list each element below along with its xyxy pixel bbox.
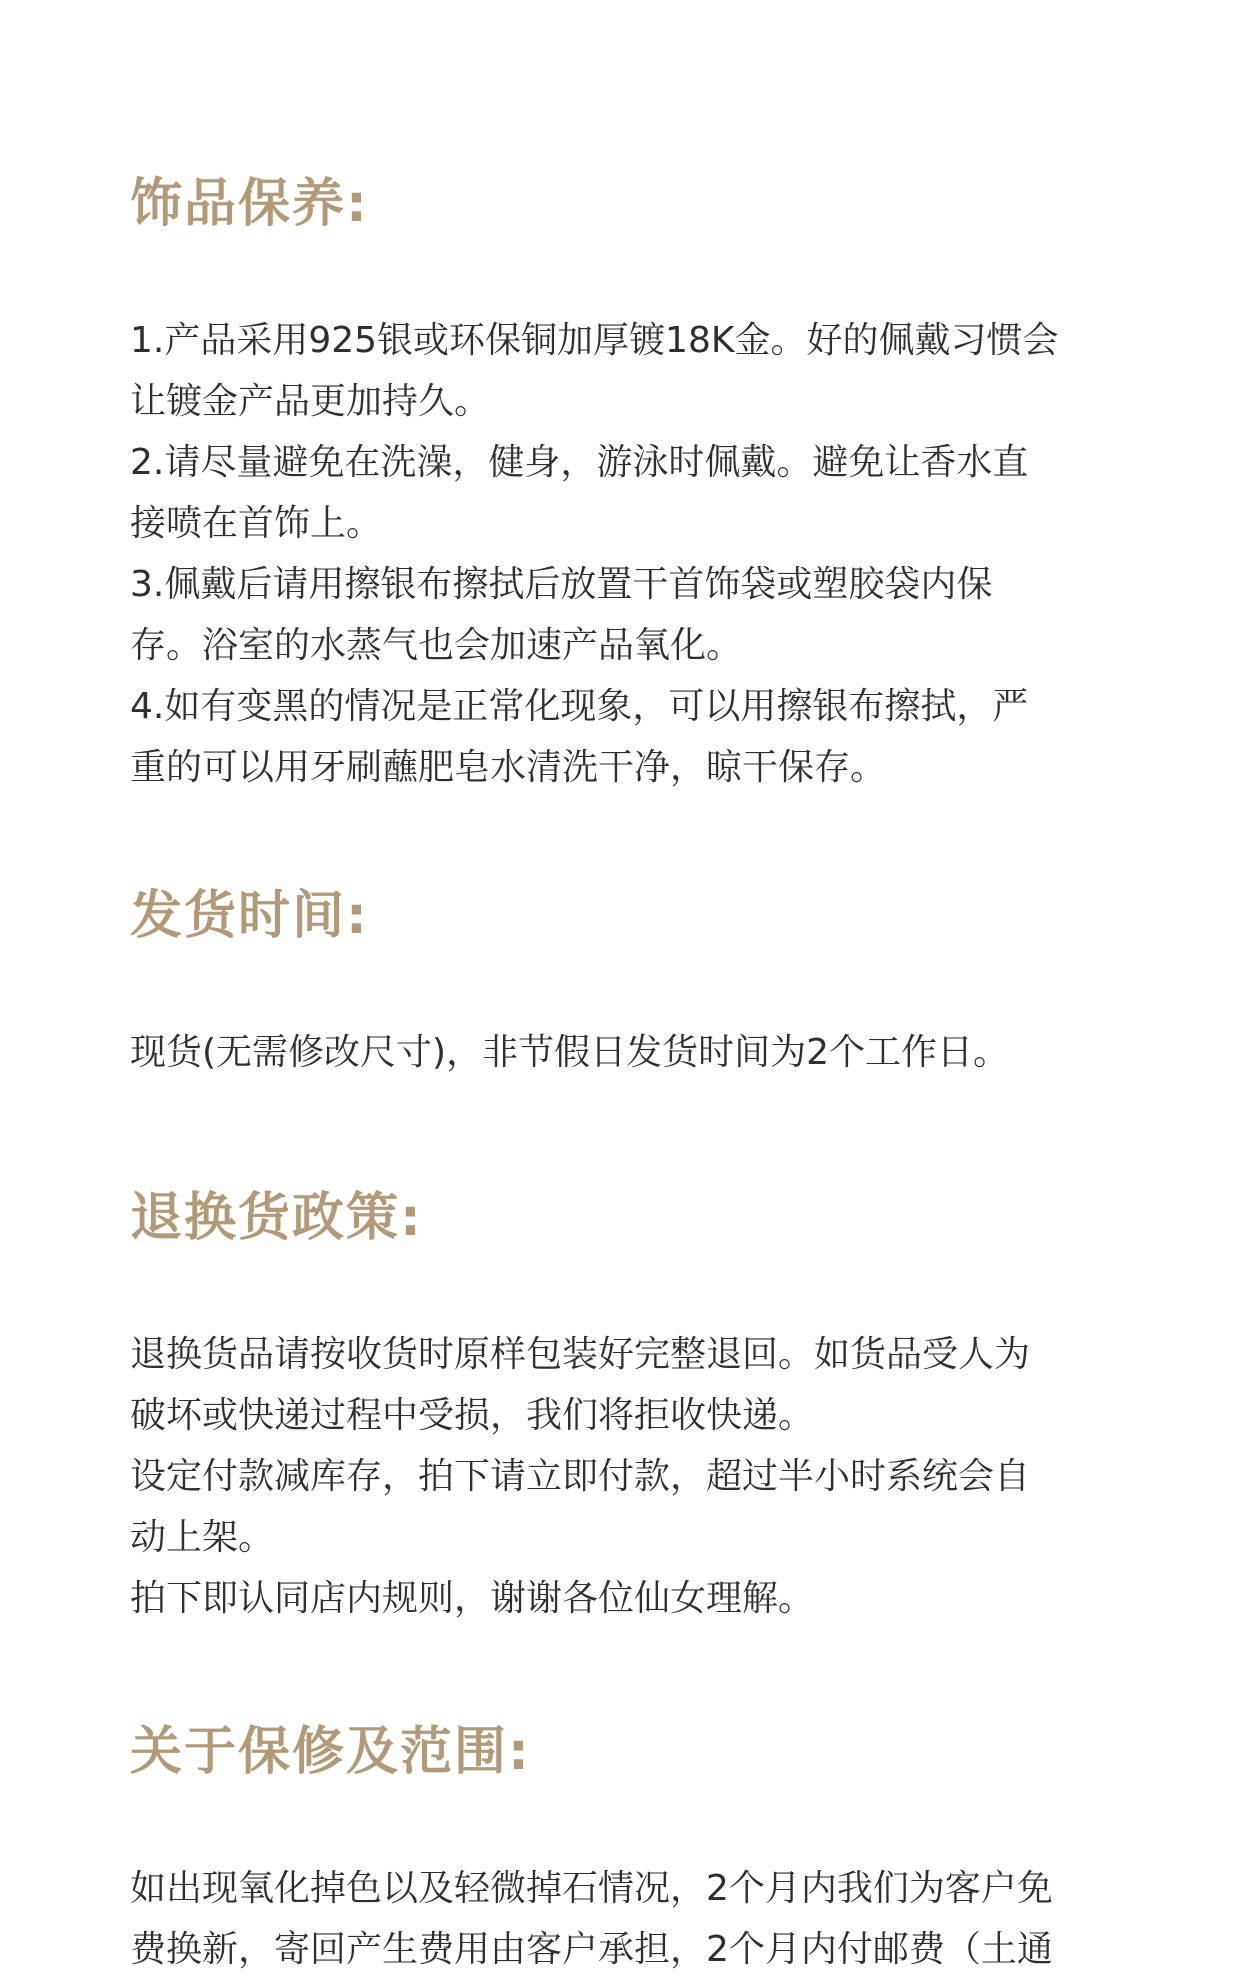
return-policy-section [130,1186,1110,1629]
text-line: 现货(无需修改尺寸)，非节假日发货时间为2个工作日。 [130,1032,1009,1073]
text-line: 拍下即认同店内规则，谢谢各位仙女理解。 [130,1578,815,1619]
return-policy-heading: 退换货政策: [130,1188,423,1248]
text-line: 1.产品采用925银或环保铜加厚镀18K金。好的佩戴习惯会 [130,320,1059,361]
return-policy-text [130,1324,1110,1629]
text-line: 动上架。 [130,1517,275,1558]
text-line: 接喷在首饰上。 [130,503,383,544]
warranty-section [130,1720,1110,1980]
text-line: 存。浴室的水蒸气也会加速产品氧化。 [130,625,743,666]
shipping-time-text [130,1022,1110,1083]
text-line: 退换货品请按收货时原样包装好完整退回。如货品受人为 [130,1334,1031,1375]
text-line: 2.请尽量避免在洗澡，健身，游泳时佩戴。避免让香水直 [130,442,1029,483]
shipping-time-heading: 发货时间: [130,886,369,946]
text-line: 重的可以用牙刷蘸肥皂水清洗干净，晾干保存。 [130,747,887,788]
text-line: 让镀金产品更加持久。 [130,381,491,422]
jewelry-care-text [130,310,1110,798]
shipping-time-section [130,884,1110,1083]
warranty-heading: 关于保修及范围: [130,1722,531,1782]
jewelry-care-section [130,172,1110,798]
jewelry-care-heading: 饰品保养: [130,174,369,234]
text-line: 3.佩戴后请用擦银布擦拭后放置干首饰袋或塑胶袋内保 [130,564,993,605]
text-line: 设定付款减库存，拍下请立即付款，超过半小时系统会自 [130,1456,1031,1497]
text-line: 费换新，寄回产生费用由客户承担，2个月内付邮费（土通 [130,1929,1053,1970]
text-line: 4.如有变黑的情况是正常化现象，可以用擦银布擦拭，严 [130,686,1029,727]
text-line: 如出现氧化掉色以及轻微掉石情况，2个月内我们为客户免 [130,1868,1053,1909]
warranty-text [130,1858,1110,1980]
text-line: 破坏或快递过程中受损，我们将拒收快递。 [130,1395,815,1436]
